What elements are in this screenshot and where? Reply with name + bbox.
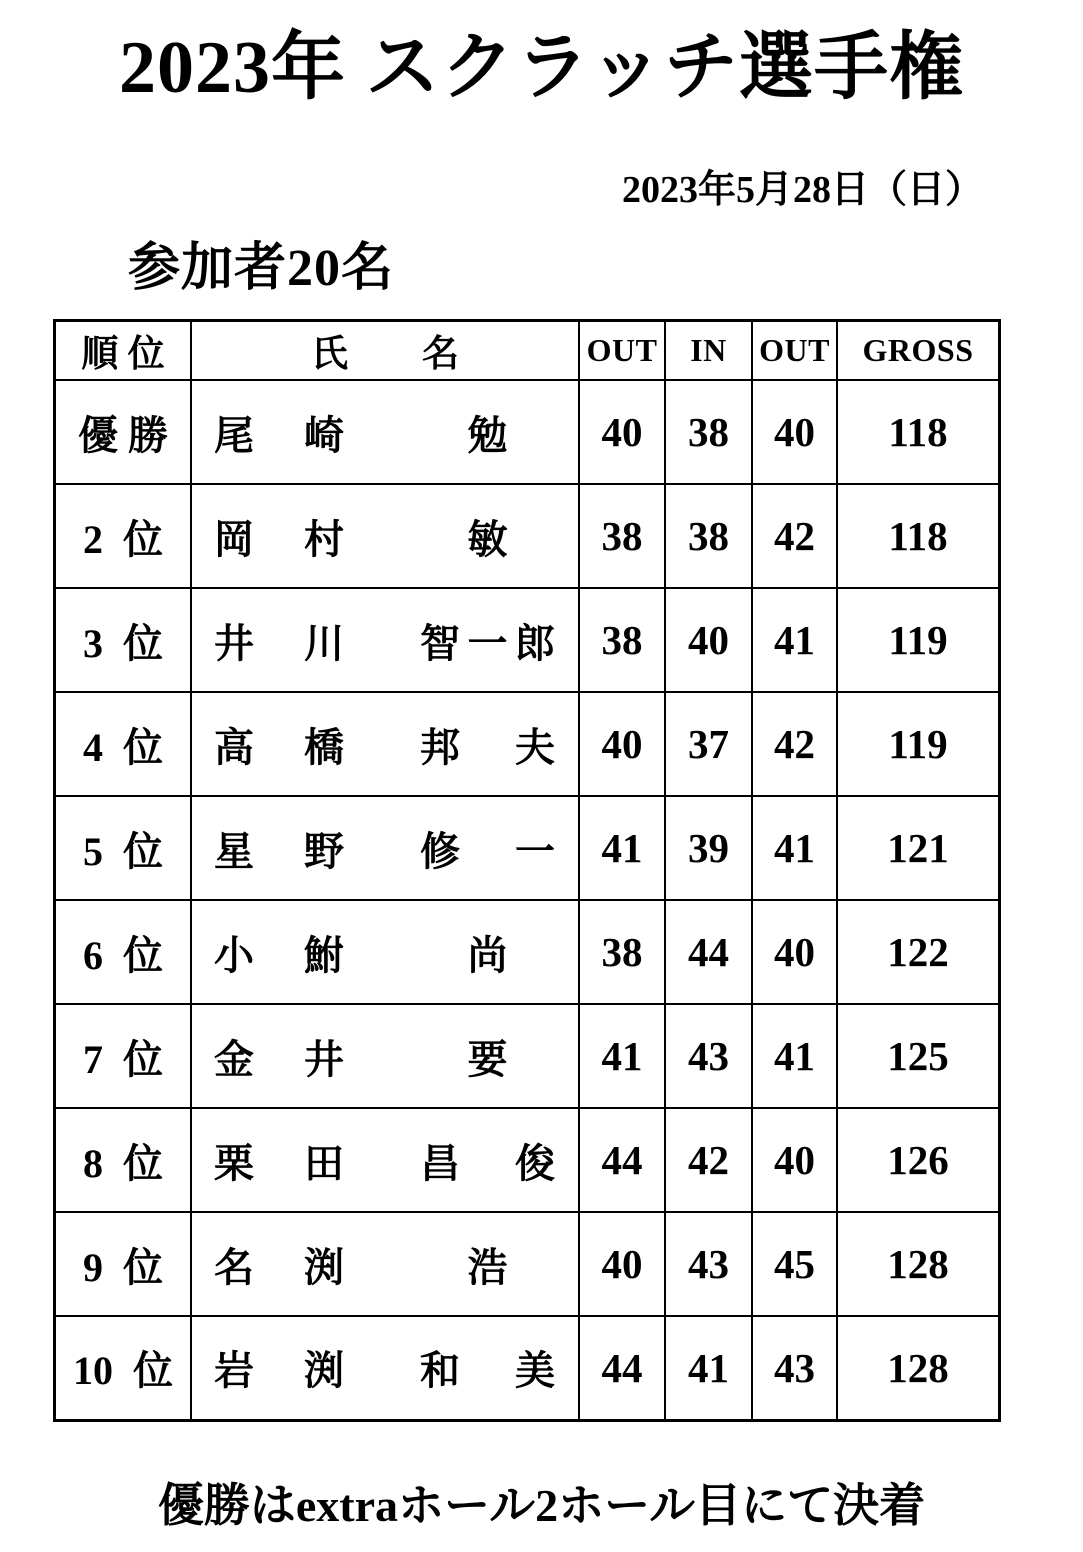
header-row (55, 320, 1000, 380)
given-name (420, 1339, 555, 1396)
table-row (55, 588, 1000, 692)
name-char: 野 (304, 828, 344, 874)
out2-cell: 40 (752, 900, 837, 1004)
name-char: 田 (304, 1140, 344, 1186)
name-char: 井 (304, 1036, 344, 1082)
surname (214, 404, 344, 461)
name-char: 邦 (420, 724, 460, 770)
out2-cell: 41 (752, 1004, 837, 1108)
out1-cell: 44 (579, 1316, 665, 1420)
out2-cell: 45 (752, 1212, 837, 1316)
name-char: 岩 (214, 1348, 254, 1394)
out2-cell: 41 (752, 588, 837, 692)
player-name (192, 508, 578, 565)
in-cell: 41 (665, 1316, 752, 1420)
name-char: 星 (214, 828, 254, 874)
name-char: 俊 (515, 1140, 555, 1186)
gross-cell: 119 (837, 588, 1000, 692)
name-cell (191, 1108, 579, 1212)
player-name (192, 924, 578, 981)
rank-cell: 10 位 (55, 1316, 192, 1420)
gross-cell: 128 (837, 1212, 1000, 1316)
surname (214, 1236, 344, 1293)
in-cell: 37 (665, 692, 752, 796)
page-title: 2023年 スクラッチ選手権 (118, 27, 965, 109)
gross-cell: 126 (837, 1108, 1000, 1212)
given-name (420, 404, 555, 461)
out2-cell: 42 (752, 692, 837, 796)
in-cell: 38 (665, 484, 752, 588)
name-char: 美 (515, 1348, 555, 1394)
player-name (192, 404, 578, 461)
player-name (192, 1132, 578, 1189)
gross-cell: 118 (837, 380, 1000, 484)
player-name (192, 1339, 578, 1396)
name-cell (191, 1316, 579, 1420)
gross-cell: 119 (837, 692, 1000, 796)
header-gross: GROSS (837, 320, 1000, 380)
gross-cell: 118 (837, 484, 1000, 588)
name-cell (191, 692, 579, 796)
player-name (192, 820, 578, 877)
table-row (55, 1316, 1000, 1420)
name-char: 浩 (467, 1244, 508, 1290)
name-char: 昌 (420, 1140, 460, 1186)
rank-cell: 7 位 (55, 1004, 192, 1108)
event-date: 2023年5月28日（日） (621, 168, 983, 211)
table-row (55, 1004, 1000, 1108)
name-char: 岡 (214, 516, 254, 562)
name-char: 高 (214, 724, 254, 770)
out2-cell: 42 (752, 484, 837, 588)
name-char: 渕 (304, 1244, 344, 1290)
name-char: 勉 (467, 412, 508, 458)
gross-cell: 122 (837, 900, 1000, 1004)
name-cell (191, 796, 579, 900)
name-char: 名 (214, 1244, 254, 1290)
surname (214, 508, 344, 565)
out1-cell: 40 (579, 692, 665, 796)
gross-cell: 121 (837, 796, 1000, 900)
table-row (55, 1108, 1000, 1212)
surname (214, 1028, 344, 1085)
name-char: 村 (304, 516, 344, 562)
in-cell: 42 (665, 1108, 752, 1212)
name-cell (191, 900, 579, 1004)
player-name (192, 716, 578, 773)
out1-cell: 38 (579, 588, 665, 692)
rank-cell: 2 位 (55, 484, 192, 588)
out1-cell: 40 (579, 380, 665, 484)
header-rank: 順 位 (55, 320, 192, 380)
table-row (55, 900, 1000, 1004)
name-char: 小 (214, 932, 254, 978)
results-table-head (55, 320, 1000, 380)
out1-cell: 38 (579, 900, 665, 1004)
player-name (192, 1236, 578, 1293)
in-cell: 40 (665, 588, 752, 692)
name-char: 金 (214, 1036, 254, 1082)
given-name (420, 508, 555, 565)
out1-cell: 41 (579, 796, 665, 900)
given-name (420, 612, 555, 669)
in-cell: 43 (665, 1212, 752, 1316)
given-name (420, 716, 555, 773)
table-row (55, 1212, 1000, 1316)
given-name (420, 1028, 555, 1085)
rank-cell: 5 位 (55, 796, 192, 900)
name-char: 修 (420, 828, 460, 874)
rank-cell: 6 位 (55, 900, 192, 1004)
rank-cell: 3 位 (55, 588, 192, 692)
surname (214, 820, 344, 877)
header-out-1: OUT (579, 320, 665, 380)
rank-cell: 4 位 (55, 692, 192, 796)
name-char: 一 (467, 620, 508, 666)
name-char: 川 (304, 620, 344, 666)
name-char: 夫 (515, 724, 555, 770)
given-name (420, 1236, 555, 1293)
participants-count: 参加者20名 (128, 239, 395, 297)
surname (214, 924, 344, 981)
results-table (53, 319, 1001, 1422)
gross-cell: 125 (837, 1004, 1000, 1108)
table-row (55, 796, 1000, 900)
name-char: 敏 (467, 516, 508, 562)
table-row (55, 380, 1000, 484)
out1-cell: 44 (579, 1108, 665, 1212)
rank-cell: 優 勝 (55, 380, 192, 484)
header-out-2: OUT (752, 320, 837, 380)
name-char: 要 (467, 1036, 508, 1082)
name-char: 井 (214, 620, 254, 666)
given-name (420, 924, 555, 981)
name-cell (191, 588, 579, 692)
in-cell: 38 (665, 380, 752, 484)
given-name (420, 820, 555, 877)
out1-cell: 38 (579, 484, 665, 588)
in-cell: 44 (665, 900, 752, 1004)
out1-cell: 40 (579, 1212, 665, 1316)
surname (214, 1132, 344, 1189)
player-name (192, 612, 578, 669)
out2-cell: 40 (752, 380, 837, 484)
in-cell: 39 (665, 796, 752, 900)
surname (214, 716, 344, 773)
given-name (420, 1132, 555, 1189)
out2-cell: 40 (752, 1108, 837, 1212)
in-cell: 43 (665, 1004, 752, 1108)
name-cell (191, 1004, 579, 1108)
name-char: 尚 (467, 932, 508, 978)
surname (214, 1339, 344, 1396)
name-cell (191, 1212, 579, 1316)
name-cell (191, 484, 579, 588)
out2-cell: 43 (752, 1316, 837, 1420)
name-char: 鮒 (304, 932, 344, 978)
name-char: 尾 (214, 412, 254, 458)
out1-cell: 41 (579, 1004, 665, 1108)
header-in: IN (665, 320, 752, 380)
name-char: 智 (420, 620, 460, 666)
footer-note: 優勝はextraホール2ホール目にて決着 (157, 1479, 926, 1531)
header-name: 氏 名 (191, 320, 579, 380)
name-char: 和 (420, 1348, 460, 1394)
name-char: 栗 (214, 1140, 254, 1186)
results-table-body (55, 380, 1000, 1420)
rank-cell: 8 位 (55, 1108, 192, 1212)
rank-cell: 9 位 (55, 1212, 192, 1316)
out2-cell: 41 (752, 796, 837, 900)
table-row (55, 692, 1000, 796)
name-cell (191, 380, 579, 484)
name-char: 渕 (304, 1348, 344, 1394)
name-char: 橋 (304, 724, 344, 770)
name-char: 一 (515, 828, 555, 874)
name-char: 崎 (304, 412, 344, 458)
name-char: 郎 (515, 620, 555, 666)
surname (214, 612, 344, 669)
player-name (192, 1028, 578, 1085)
gross-cell: 128 (837, 1316, 1000, 1420)
table-row (55, 484, 1000, 588)
